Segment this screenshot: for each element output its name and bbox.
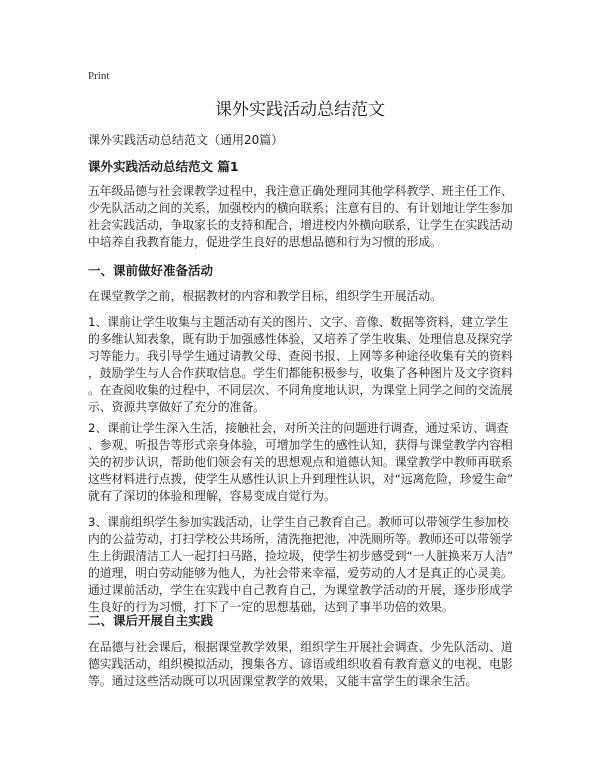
- paragraph-line: 在品德与社会课后，根据课堂教学效果，组织学生开展社会调查、少先队活动、道: [88, 640, 513, 654]
- paragraph-line: 等。通过这些活动既可以巩固课堂教学的效果，又能丰富学生的课余生活。: [88, 674, 478, 688]
- paragraph-line: 。在查阅收集的过程中，不同层次、不同角度地认识，为课堂上同学之间的交流展: [88, 383, 513, 397]
- paragraph-line: 习等能力。我引导学生通过请教父母、查阅书报、上网等多种途径收集有关的资料: [88, 349, 513, 363]
- paragraph-line: 在课堂教学之前，根据教材的内容和教学目标，组织学生开展活动。: [88, 289, 442, 303]
- paragraph: [88, 288, 442, 305]
- paragraph-line: 生上街跟清洁工人一起打扫马路，捡垃圾，使学生初步感受到“一人脏换来万人洁”: [88, 549, 514, 563]
- paragraph-line: 的道理，明白劳动能够为他人，为社会带来幸福，爱劳动的人才是真正的心灵美。: [88, 566, 513, 580]
- paragraph-line: 2、课前让学生深入生活，接触社会，对所关注的问题进行调查，通过采访、调查: [88, 421, 509, 435]
- paragraph-line: 这些材料进行点拨，使学生从感性认识上升到理性认识，对“远离危险，珍爱生命”: [88, 472, 514, 486]
- paragraph-line: 社会实践活动，争取家长的支持和配合，增进校内外横向联系，让学生在实践活动: [88, 218, 513, 232]
- paragraph-line: 五年级品德与社会课教学过程中，我注意正确处理同其他学科教学、班主任工作、: [88, 184, 513, 198]
- paragraph-line: 内的公益劳动，打扫学校公共场所，清洗拖把池，冲洗厕所等。教师还可以带领学: [88, 532, 513, 546]
- paragraph-line: 1、课前让学生收集与主题活动有关的图片、文字、音像、数据等资料，建立学生: [88, 315, 509, 329]
- page-title: 课外实践活动总结范文: [215, 100, 385, 120]
- paragraph: [88, 183, 513, 251]
- paragraph-line: 少先队活动之间的关系，加强校内的横向联系；注意有目的、有计划地让学生参加: [88, 201, 513, 215]
- paragraph-line: 德实践活动，组织模拟活动，搜集各方、谚语或组织收看有教育意义的电视、电影: [88, 657, 513, 671]
- section-title: 课外实践活动总结范文 篇1: [88, 159, 239, 174]
- section-heading: 二、课后开展自主实践: [88, 613, 214, 628]
- paragraph-line: 通过课前活动，学生在实践中自己教育自己，为课堂教学活动的开展，逐步形成学: [88, 583, 513, 597]
- paragraph-line: 的多维认知表象，既有助于加强感性体验，又培养了学生收集、处理信息及探究学: [88, 332, 513, 346]
- paragraph: [88, 639, 513, 690]
- paragraph-line: 中培养自我教育能力，促进学生良好的思想品德和行为习惯的形成。: [88, 235, 442, 249]
- paragraph-line: 示、资源共享做好了充分的准备。: [88, 400, 265, 414]
- paragraph-line: 关的初步认识，帮助他们领会有关的思想观点和道德认知。课堂教学中教师再联系: [88, 455, 513, 469]
- subtitle: 课外实践活动总结范文（通用20篇）: [88, 133, 284, 147]
- print-link[interactable]: Print: [88, 70, 110, 82]
- paragraph-line: 就有了深切的体验和理解，容易变成自觉行为。: [88, 489, 336, 503]
- paragraph-line: 3、课前组织学生参加实践活动，让学生自己教育自己。教师可以带领学生参加校: [88, 515, 509, 529]
- paragraph-line: 、参观、听报告等形式亲身体验，可增加学生的感性认知，获得与课堂教学内容相: [88, 438, 513, 452]
- paragraph: [88, 514, 513, 616]
- paragraph: [88, 314, 513, 416]
- paragraph: [88, 420, 513, 505]
- section-heading: 一、课前做好准备活动: [88, 263, 214, 278]
- paragraph-line: ，鼓励学生与人合作获取信息。学生们都能积极参与，收集了各种图片及文字资料: [88, 366, 513, 380]
- paragraph-line: 生良好的行为习惯，打下了一定的思想基础，达到了事半功倍的效果。: [88, 600, 454, 614]
